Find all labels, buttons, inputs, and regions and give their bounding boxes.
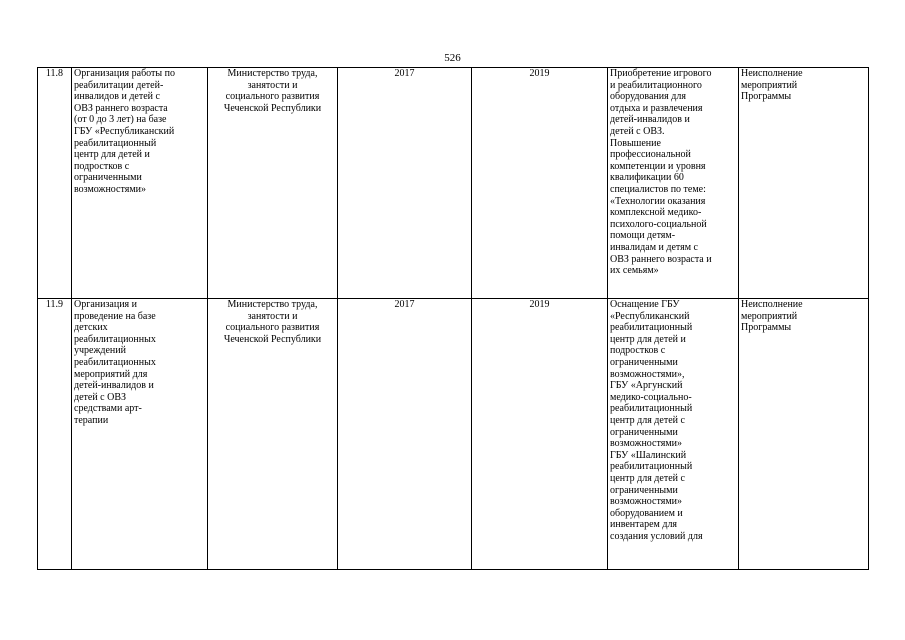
end-year: 2019 (529, 299, 550, 310)
start-year-cell (338, 68, 472, 299)
executor-text: Министерство труда, занятости и социального развития Чеченской Республики (223, 299, 322, 345)
row-number: 11.8 (45, 68, 64, 79)
expected-result-text: Оснащение ГБУ «Республиканский реабилитационный центр для детей и подростков с ограниченными возможностями», ГБУ «Аргунский медико-социально- реабилитационный центр для детей с ограниченными возможностями» ГБУ «Шалинский реабилитационный центр для детей с ограниченными возможностями» оборудованием и инвентарем для создания условий для (610, 299, 703, 542)
result-cell (608, 299, 739, 570)
start-year: 2017 (394, 299, 415, 310)
result-cell (608, 68, 739, 299)
row-number-cell (38, 68, 72, 299)
consequence-text: Неисполнение мероприятий Программы (741, 68, 803, 103)
consequence-text: Неисполнение мероприятий Программы (741, 299, 803, 334)
consequence-cell (739, 299, 869, 570)
table-row (38, 299, 869, 570)
table-row (38, 68, 869, 299)
start-year-cell (338, 299, 472, 570)
executor-cell (208, 68, 338, 299)
row-number-cell (38, 299, 72, 570)
end-year: 2019 (529, 68, 550, 79)
page-number: 526 (444, 52, 461, 64)
activity-text: Организация работы по реабилитации детей- инвалидов и детей с ОВЗ раннего возраста (от 0 до 3 лет) на базе ГБУ «Республиканский реабилитационный центр для детей и подростков с ограниченными возможностями» (74, 68, 175, 195)
program-activities-table (37, 67, 869, 570)
end-year-cell (472, 68, 608, 299)
end-year-cell (472, 299, 608, 570)
consequence-cell (739, 68, 869, 299)
executor-cell (208, 299, 338, 570)
expected-result-text: Приобретение игрового и реабилитационного оборудования для отдыха и развлечения детей-инвалидов и детей с ОВЗ. Повышение профессиональной компетенции и уровня квалификации 60 специалистов по теме: «Технологии оказания комплексной медико- психолого-социальной помощи детям- инвалидам и детям с ОВЗ раннего возраста и их семьям» (610, 68, 712, 277)
executor-text: Министерство труда, занятости и социального развития Чеченской Республики (223, 68, 322, 114)
activity-text: Организация и проведение на базе детских реабилитационных учреждений реабилитационных мероприятий для детей-инвалидов и детей с ОВЗ средствами арт- терапии (74, 299, 156, 426)
activity-cell (72, 68, 208, 299)
row-number: 11.9 (45, 299, 64, 310)
start-year: 2017 (394, 68, 415, 79)
activity-cell (72, 299, 208, 570)
